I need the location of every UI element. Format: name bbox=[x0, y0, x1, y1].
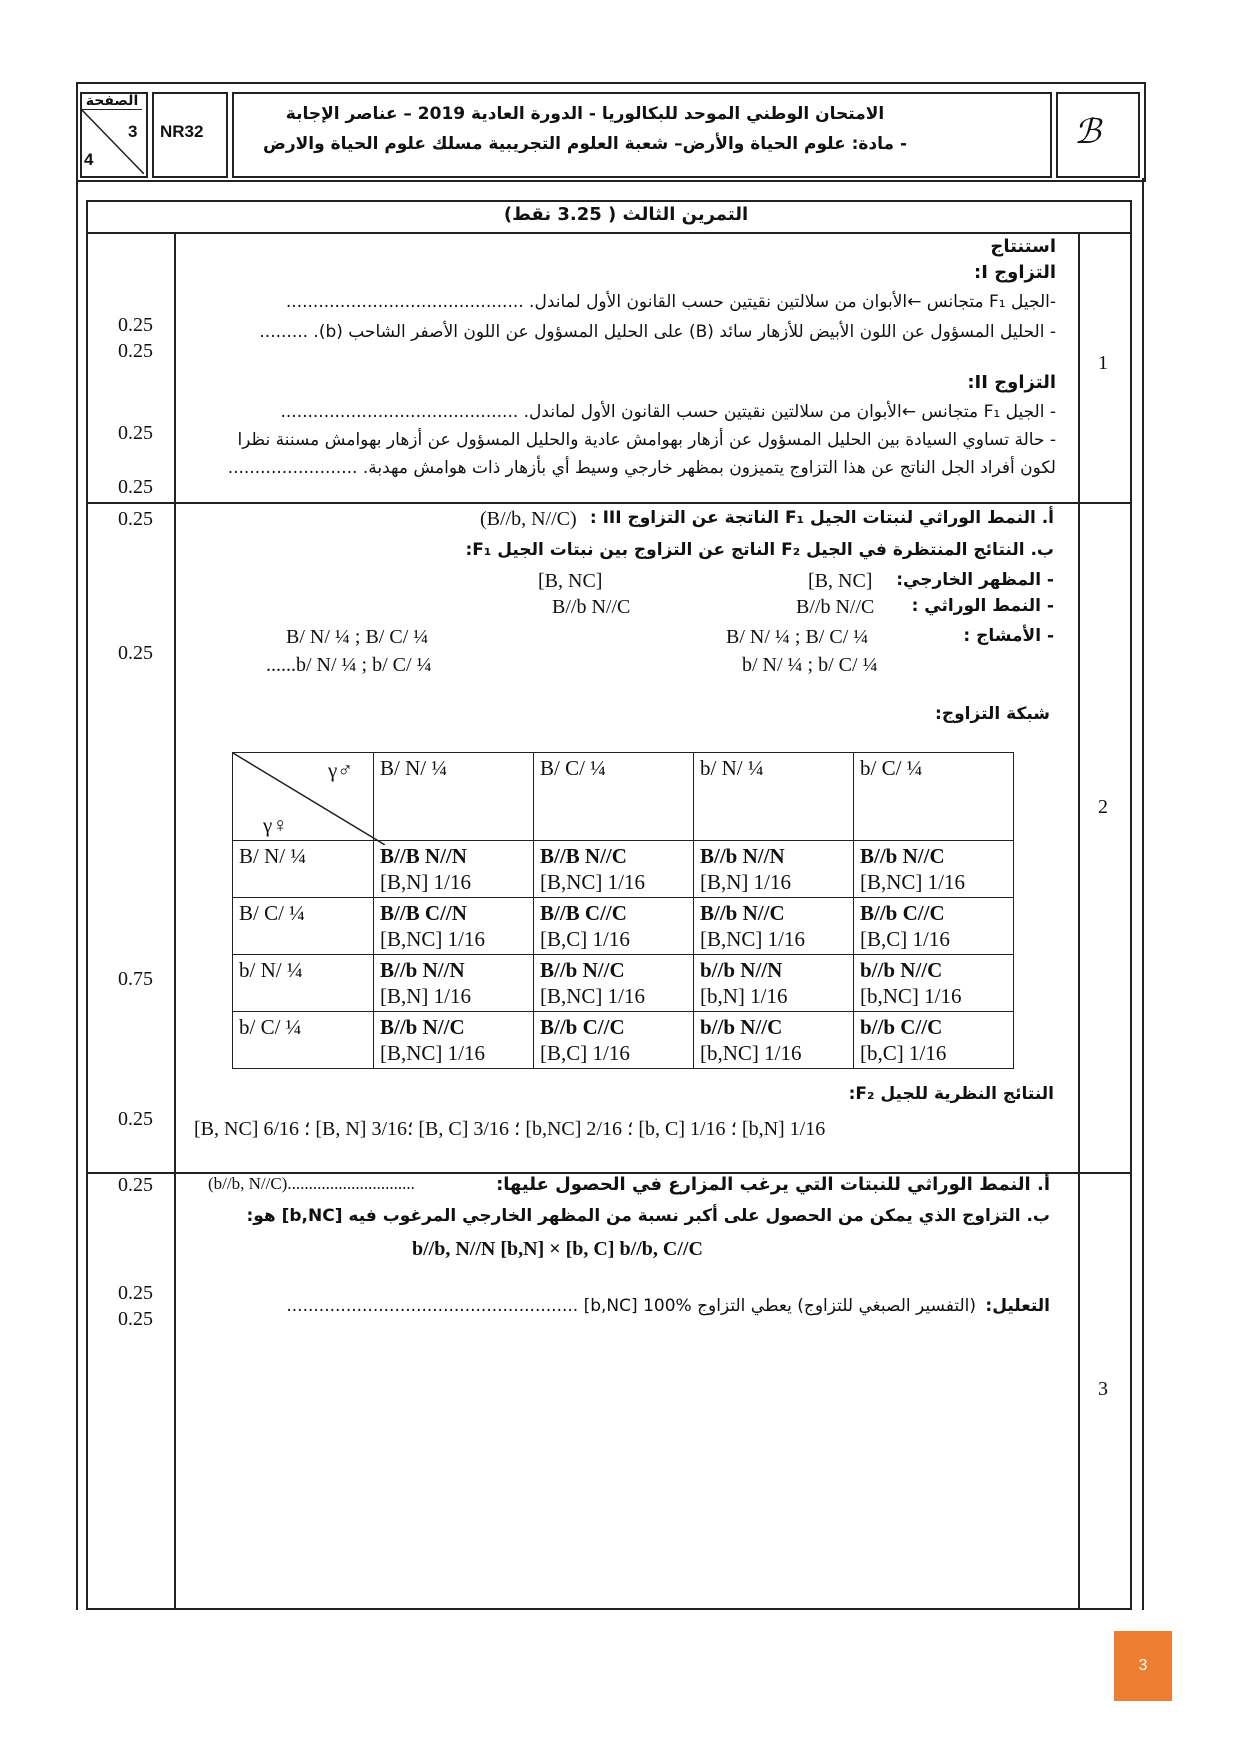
cell-genotype: B//b N//C bbox=[860, 844, 945, 868]
q2-a-text: أ. النمط الوراثي لنبتات الجيل F₁ الناتجة عن التزاوج III : bbox=[589, 508, 1054, 528]
exercise-title-divider bbox=[86, 232, 1132, 234]
cell-genotype: B//B N//C bbox=[540, 844, 627, 868]
punnett-col-header: B/ C/ ¼ bbox=[534, 753, 694, 841]
main-bottom-border bbox=[86, 1608, 1132, 1610]
gametes-left-2: ......b/ N/ ¼ ; b/ C/ ¼ bbox=[266, 654, 432, 676]
q3-justify-text: (التفسير الصبغي للتزاوج) يعطي التزاوج %100 [b,NC] ...................................................... bbox=[286, 1296, 976, 1316]
q3-number: 3 bbox=[1098, 1378, 1108, 1400]
cell-genotype: B//b C//C bbox=[540, 1015, 625, 1039]
q1-score-1: 0.25 bbox=[118, 314, 153, 336]
q2-number: 2 bbox=[1098, 796, 1108, 818]
female-gametes-label: γ♀ bbox=[263, 813, 289, 837]
q1-heading: استنتاج bbox=[990, 236, 1056, 257]
q2-score-3: 0.75 bbox=[118, 968, 153, 990]
punnett-cell bbox=[854, 955, 1014, 1012]
page-number-badge: 3 bbox=[1114, 1631, 1172, 1701]
exam-code: NR32 bbox=[160, 122, 204, 141]
cell-phenotype: [B,NC] 1/16 bbox=[380, 1041, 485, 1065]
cell-phenotype: [B,NC] 1/16 bbox=[540, 870, 645, 894]
cell-phenotype: [B,C] 1/16 bbox=[540, 927, 630, 951]
cell-phenotype: [B,C] 1/16 bbox=[860, 927, 950, 951]
punnett-cell bbox=[534, 841, 694, 898]
punnett-cell bbox=[854, 898, 1014, 955]
q3-a-genotype: (b//b, N//C).............................. bbox=[208, 1174, 415, 1193]
gametes-right-2: b/ N/ ¼ ; b/ C/ ¼ bbox=[742, 654, 878, 676]
q1-score-3: 0.25 bbox=[118, 422, 153, 444]
punnett-col-header: b/ N/ ¼ bbox=[694, 753, 854, 841]
punnett-cell bbox=[534, 898, 694, 955]
gametes-right-1: B/ N/ ¼ ; B/ C/ ¼ bbox=[726, 626, 869, 648]
male-gametes-label: γ♂ bbox=[327, 758, 353, 782]
punnett-cell bbox=[374, 841, 534, 898]
score-column-divider bbox=[174, 232, 176, 1610]
q1-q2-divider bbox=[86, 502, 1132, 504]
cell-phenotype: [B,NC] 1/16 bbox=[700, 927, 805, 951]
main-left-border bbox=[76, 178, 78, 1610]
q2-a-genotype: (B//b, N//C) bbox=[480, 508, 577, 530]
cell-genotype: B//b N//C bbox=[700, 901, 785, 925]
punnett-row bbox=[233, 841, 1014, 898]
cell-genotype: B//B N//N bbox=[380, 844, 467, 868]
q1-score-2: 0.25 bbox=[118, 340, 153, 362]
cell-phenotype: [b,NC] 1/16 bbox=[700, 1041, 802, 1065]
punnett-corner bbox=[233, 753, 374, 841]
cell-phenotype: [B,NC] 1/16 bbox=[540, 984, 645, 1008]
punnett-row-header: b/ C/ ¼ bbox=[233, 1012, 374, 1069]
phenotype-left: [B, NC] bbox=[538, 570, 603, 592]
page-total: 4 bbox=[84, 150, 94, 169]
q3-cross-line: b//b, N//N [b,N] × [b, C] b//b, C//C bbox=[412, 1238, 703, 1260]
punnett-cell bbox=[374, 955, 534, 1012]
punnett-header-row bbox=[233, 753, 1014, 841]
q3-score-2: 0.25 bbox=[118, 1282, 153, 1304]
cell-phenotype: [B,NC] 1/16 bbox=[860, 870, 965, 894]
cross1-line2: - الحليل المسؤول عن اللون الأبيض للأزهار سائد (B) على الحليل المسؤول عن اللون الأصفر الشاحب (b). ......... bbox=[259, 322, 1056, 342]
q3-a-text: أ. النمط الوراثي للنبتات التي يرغب المزارع في الحصول عليها: bbox=[496, 1174, 1050, 1195]
punnett-cell bbox=[534, 955, 694, 1012]
main-right-border bbox=[1142, 178, 1144, 1610]
punnett-row-header: b/ N/ ¼ bbox=[233, 955, 374, 1012]
q3-score-3: 0.25 bbox=[118, 1308, 153, 1330]
cell-genotype: b//b C//C bbox=[860, 1015, 943, 1039]
cross2-line2: - حالة تساوي السيادة بين الحليل المسؤول عن أزهار بهوامش عادية والحليل المسؤول عن أزهار بهوامش مسننة نظرا bbox=[237, 430, 1056, 450]
exam-subject: - مادة: علوم الحياة والأرض– شعبة العلوم التجريبية مسلك علوم الحياة والارض bbox=[262, 134, 908, 154]
cell-genotype: B//b C//C bbox=[860, 901, 945, 925]
inner-right-border bbox=[1130, 200, 1132, 1610]
q3-justify-label: التعليل: bbox=[985, 1296, 1050, 1316]
q2-score-4: 0.25 bbox=[118, 1108, 153, 1130]
cell-genotype: b//b N//C bbox=[860, 958, 943, 982]
q2-b-text: ب. النتائج المنتظرة في الجيل F₂ الناتج عن التزاوج بين نبتات الجيل F₁: bbox=[465, 540, 1054, 560]
q2-score-2: 0.25 bbox=[118, 642, 153, 664]
gametes-label: - الأمشاج : bbox=[963, 626, 1054, 646]
cell-genotype: B//b N//N bbox=[380, 958, 465, 982]
cell-genotype: B//b N//N bbox=[700, 844, 785, 868]
cell-phenotype: [b,C] 1/16 bbox=[860, 1041, 947, 1065]
f2-results-title: النتائج النظرية للجيل F₂: bbox=[848, 1084, 1054, 1104]
cell-genotype: B//b N//C bbox=[380, 1015, 465, 1039]
punnett-col-header: B/ N/ ¼ bbox=[374, 753, 534, 841]
punnett-row bbox=[233, 1012, 1014, 1069]
cell-phenotype: [B,N] 1/16 bbox=[700, 870, 791, 894]
punnett-square bbox=[232, 752, 1014, 1069]
punnett-title: شبكة التزاوج: bbox=[935, 704, 1050, 724]
exercise-title: التمرين الثالث ( 3.25 نقط) bbox=[503, 204, 749, 225]
page-current: 3 bbox=[128, 122, 138, 141]
cross1-title: التزاوج I: bbox=[974, 262, 1056, 283]
phenotype-right: [B, NC] bbox=[808, 570, 873, 592]
genotype-right: B//b N//C bbox=[796, 596, 875, 618]
punnett-row-header: B/ C/ ¼ bbox=[233, 898, 374, 955]
gametes-left-1: B/ N/ ¼ ; B/ C/ ¼ bbox=[286, 626, 429, 648]
punnett-row bbox=[233, 898, 1014, 955]
genotype-label: - النمط الوراثي : bbox=[911, 596, 1054, 616]
q3-score-1: 0.25 bbox=[118, 1174, 153, 1196]
inner-left-border bbox=[86, 200, 88, 1610]
punnett-cell bbox=[694, 1012, 854, 1069]
cell-phenotype: [b,NC] 1/16 bbox=[860, 984, 962, 1008]
page-label: الصفحة bbox=[82, 93, 142, 110]
punnett-cell bbox=[374, 1012, 534, 1069]
cell-phenotype: [b,N] 1/16 bbox=[700, 984, 788, 1008]
cell-phenotype: [B,NC] 1/16 bbox=[380, 927, 485, 951]
logo-icon: ℬ bbox=[1074, 112, 1101, 152]
punnett-col-header: b/ C/ ¼ bbox=[854, 753, 1014, 841]
cell-genotype: B//b N//C bbox=[540, 958, 625, 982]
punnett-cell bbox=[374, 898, 534, 955]
cell-phenotype: [B,C] 1/16 bbox=[540, 1041, 630, 1065]
punnett-cell bbox=[854, 841, 1014, 898]
cross2-line3: لكون أفراد الجل الناتج عن هذا التزاوج يتميزون بمظهر خارجي وسيط أي بأزهار ذات هوامش مهدبة. ........................ bbox=[227, 458, 1056, 478]
punnett-cell bbox=[694, 841, 854, 898]
punnett-corner-diagonal bbox=[233, 753, 385, 845]
exam-title: الامتحان الوطني الموحد للبكالوريا - الدورة العادية 2019 – عناصر الإجابة bbox=[285, 104, 885, 124]
cross2-line1: - الجيل F₁ متجانس ←الأبوان من سلالتين نقيتين حسب القانون الأول لماندل. ............................................ bbox=[280, 402, 1056, 422]
punnett-cell bbox=[694, 955, 854, 1012]
cell-genotype: B//B C//N bbox=[380, 901, 467, 925]
cell-phenotype: [B,N] 1/16 bbox=[380, 870, 471, 894]
q1-number: 1 bbox=[1098, 352, 1108, 374]
exercise-top-border bbox=[86, 200, 1132, 202]
q3-b-text: ب. التزاوج الذي يمكن من الحصول على أكبر نسبة من المظهر الخارجي المرغوب فيه [b,NC] هو: bbox=[246, 1206, 1050, 1226]
phenotype-label: - المظهر الخارجي: bbox=[896, 570, 1054, 590]
punnett-row bbox=[233, 955, 1014, 1012]
punnett-row-header: B/ N/ ¼ bbox=[233, 841, 374, 898]
number-column-divider bbox=[1078, 232, 1080, 1610]
cell-genotype: b//b N//N bbox=[700, 958, 783, 982]
punnett-cell bbox=[534, 1012, 694, 1069]
punnett-cell bbox=[854, 1012, 1014, 1069]
cross1-line1: -الجيل F₁ متجانس ←الأبوان من سلالتين نقيتين حسب القانون الأول لماندل. ............................................ bbox=[285, 292, 1056, 312]
genotype-left: B//b N//C bbox=[552, 596, 631, 618]
cross2-title: التزاوج II: bbox=[967, 372, 1056, 393]
q1-score-4: 0.25 bbox=[118, 476, 153, 498]
cell-genotype: B//B C//C bbox=[540, 901, 627, 925]
cell-phenotype: [B,N] 1/16 bbox=[380, 984, 471, 1008]
q2-score-1: 0.25 bbox=[118, 508, 153, 530]
f2-results-line: [B, NC] 6/16 ؛ [B, N] 3/16؛ [B, C] 3/16 ؛ [b,NC] 2/16 ؛ [b, C] 1/16 ؛ [b,N] 1/16 bbox=[194, 1118, 826, 1140]
punnett-cell bbox=[694, 898, 854, 955]
cell-genotype: b//b N//C bbox=[700, 1015, 783, 1039]
